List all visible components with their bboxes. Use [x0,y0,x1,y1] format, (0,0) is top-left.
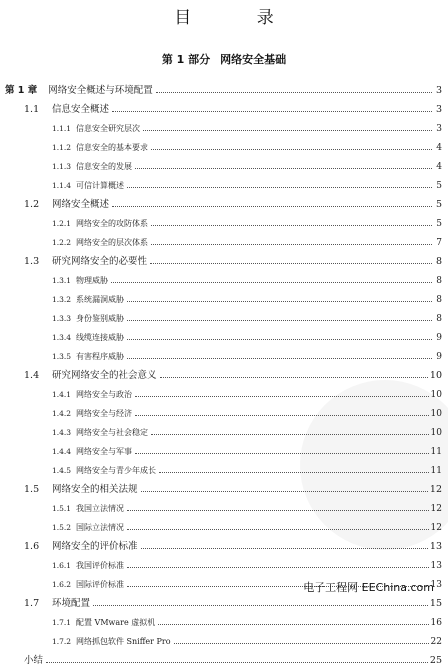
toc-entry-text: 身份鉴别威胁 [76,314,124,323]
toc-entry-number: 1.3.4 [52,333,72,342]
dot-leader [46,662,428,663]
toc-page-number: 8 [436,295,442,305]
toc-entry-label [52,332,124,343]
toc-entry-number: 1.7.2 [52,637,72,646]
toc-entry-text: 网络安全与军事 [76,447,132,456]
toc-subsection[interactable] [0,381,448,400]
toc-entry-number: 1.4.4 [52,447,72,456]
toc-entry-text: 线缆连接威胁 [76,333,124,342]
toc-subsection[interactable] [0,438,448,457]
toc-entry-label [52,294,124,305]
toc-page-number: 9 [436,333,442,343]
toc-entry-number: 1.7 [24,598,40,609]
toc-entry-text: 国际立法情况 [76,523,124,532]
toc-entry-number: 1.2.2 [52,238,72,247]
dot-leader [127,301,432,302]
toc-entry-label [24,196,109,210]
part-title [0,51,448,67]
toc-page-number: 9 [436,352,442,362]
toc-entry-number: 1.4.2 [52,409,72,418]
toc-entry-label [52,351,124,362]
toc-entry-text: 网络安全概述 [52,199,110,210]
toc-entry-text: 网络安全的评价标准 [52,541,138,552]
toc-entry-label [5,82,153,96]
toc-subsection[interactable] [0,495,448,514]
dot-leader [127,358,432,359]
toc-page-number: 8 [436,276,442,286]
toc-page-number: 3 [435,85,442,96]
toc-subsection[interactable] [0,134,448,153]
toc-entry-number: 1.4 [24,370,40,381]
toc-subsection[interactable] [0,324,448,343]
toc-subsection[interactable] [0,267,448,286]
dot-leader [127,187,432,188]
toc-entry-label [52,161,132,172]
toc-entry-number: 1.4.5 [52,466,72,475]
toc-entry-number: 1.4.1 [52,390,72,399]
toc-section[interactable] [0,96,448,115]
toc-page-number: 12 [430,523,442,533]
toc-subsection[interactable] [0,343,448,362]
toc-page-number: 16 [430,618,442,628]
toc-entry-text: 信息安全研究层次 [76,124,140,133]
dot-leader [158,624,428,625]
toc-entry-text: 网络抓包软件 Sniffer Pro [76,637,171,646]
toc-entry-label [52,218,148,229]
toc-section[interactable] [0,248,448,267]
toc-chapter[interactable] [0,77,448,96]
toc-page-number: 10 [429,370,442,381]
dot-leader [151,225,432,226]
toc-entry-label [52,465,156,476]
toc-entry-text: 我国评价标准 [76,561,124,570]
toc-entry-label [24,367,157,381]
toc-entry-number: 1.7.1 [52,618,72,627]
dot-leader [112,111,432,112]
toc-page-number: 10 [430,428,442,438]
toc-entry-label [52,142,148,153]
dot-leader [127,320,432,321]
toc-entry-number: 1.1.2 [52,143,72,152]
toc-entry-label [52,503,124,514]
toc-entry-number: 1.6.1 [52,561,72,570]
toc-page-number: 11 [430,466,442,476]
toc-subsection[interactable] [0,210,448,229]
toc-page-number: 10 [430,390,442,400]
toc-entry-number: 1.5.1 [52,504,72,513]
toc-page-number: 22 [430,637,442,647]
toc-entry-label [52,446,132,457]
toc-page-number: 5 [436,181,442,191]
toc-entry-text: 信息安全的发展 [76,162,132,171]
toc-page-number: 12 [430,504,442,514]
toc-section[interactable] [0,533,448,552]
toc-page-number: 15 [429,598,442,609]
dot-leader [135,415,429,416]
toc-page-number: 11 [430,447,442,457]
toc-entry-number: 1.3.1 [52,276,72,285]
toc-entry-number: 1.3.5 [52,352,72,361]
toc-page-number: 13 [429,541,442,552]
toc-entry-label [52,522,124,533]
toc-page-number: 3 [436,124,442,134]
toc-entry-label [52,180,124,191]
toc-entry-number: 1.5.2 [52,523,72,532]
toc-entry-text: 网络安全与青少年成长 [76,466,156,475]
part-name: 网络安全基础 [220,53,287,66]
dot-leader [135,396,429,397]
toc-entry-number: 1.1.4 [52,181,72,190]
toc-page-number: 25 [429,655,442,666]
toc-page-number: 5 [435,199,442,210]
toc-entry-label [24,538,138,552]
toc-entry-number: 1.6.2 [52,580,72,589]
toc-subsection[interactable] [0,153,448,172]
toc-entry-label [52,389,132,400]
toc-entry-text: 网络安全与经济 [76,409,132,418]
toc-entry-text: 网络安全的相关法规 [52,484,138,495]
toc-subsection[interactable] [0,609,448,628]
toc-entry-text: 小结 [24,655,44,666]
dot-leader [141,491,428,492]
dot-leader [111,282,432,283]
toc-section[interactable] [0,476,448,495]
toc-entry-text: 研究网络安全的社会意义 [52,370,157,381]
dot-leader [127,510,429,511]
toc-page-number: 12 [429,484,442,495]
toc-entry-number: 1.6 [24,541,40,552]
toc-entry-number: 1.1.1 [52,124,72,133]
toc-section[interactable] [0,362,448,381]
toc-entry-text: 物理威胁 [76,276,108,285]
toc-entry-text: 我国立法情况 [76,504,124,513]
toc-subsection[interactable] [0,552,448,571]
toc-entry-label [52,123,140,134]
toc-page-number: 4 [436,143,442,153]
toc-subsection[interactable] [0,457,448,476]
toc-entry-text: 信息安全的基本要求 [76,143,148,152]
toc-entry-text: 可信计算概述 [76,181,124,190]
toc-entry-label [52,617,155,628]
part-label: 第 1 部分 [161,53,211,66]
toc-section[interactable] [0,191,448,210]
toc-page-number: 7 [436,238,442,248]
toc-page-number: 4 [436,162,442,172]
toc-entry-number: 1.3.2 [52,295,72,304]
toc-entry-text: 网络安全与政治 [76,390,132,399]
dot-leader [174,643,429,644]
toc-entry-number: 1.2.1 [52,219,72,228]
dot-leader [159,472,429,473]
toc-entry-label [52,313,124,324]
toc-entry-label [52,237,148,248]
toc-entry-label [52,427,148,438]
toc-entry-text: 环境配置 [52,598,91,609]
toc-entry-number: 1.4.3 [52,428,72,437]
toc-subsection[interactable] [0,286,448,305]
toc-entry-number: 1.2 [24,199,40,210]
dot-leader [151,244,432,245]
toc-entry-number: 1.1 [24,104,40,115]
toc-entry-text: 信息安全概述 [52,104,110,115]
toc-summary[interactable] [0,647,448,666]
toc-page-number: 10 [430,409,442,419]
toc-entry-text: 研究网络安全的必要性 [52,256,148,267]
toc-page-number: 13 [430,580,442,590]
dot-leader [93,605,428,606]
dot-leader [127,339,432,340]
toc-entry-label [24,481,138,495]
dot-leader [112,206,432,207]
toc-subsection[interactable] [0,514,448,533]
toc-entry-text: 网络安全的层次体系 [76,238,148,247]
toc-subsection[interactable] [0,229,448,248]
dot-leader [151,434,429,435]
toc-entry-text: 国际评价标准 [76,580,124,589]
toc-entry-number: 1.3.3 [52,314,72,323]
toc-entry-label [52,636,171,647]
dot-leader [151,149,432,150]
toc-entry-label [52,275,108,286]
toc-subsection[interactable] [0,419,448,438]
watermark-text: 电子工程网 EEChina.com [303,581,434,594]
dot-leader [135,168,432,169]
toc-page-number: 8 [436,314,442,324]
toc-subsection[interactable] [0,115,448,134]
toc-entry-number: 1.3 [24,256,40,267]
toc-entry-label [24,253,147,267]
toc-entry-label [24,595,90,609]
toc-subsection[interactable] [0,628,448,647]
dot-leader [143,130,432,131]
toc-subsection[interactable] [0,172,448,191]
dot-leader [141,548,428,549]
page-title: 目 录 [174,8,304,28]
toc-page-number: 3 [435,104,442,115]
toc-page-number: 5 [436,219,442,229]
toc-entry-text: 网络安全与社会稳定 [76,428,148,437]
dot-leader [160,377,428,378]
toc-entry-text: 有害程序威胁 [76,352,124,361]
toc-entry-label [52,560,124,571]
toc-entry-label [24,101,109,115]
table-of-contents [0,77,448,666]
dot-leader [135,453,429,454]
toc-page-number: 13 [430,561,442,571]
dot-leader [156,92,432,93]
toc-entry-label [52,579,124,590]
toc-entry-text: 网络安全概述与环境配置 [48,85,153,96]
toc-entry-number: 1.5 [24,484,40,495]
dot-leader [127,567,429,568]
dot-leader [150,263,432,264]
toc-entry-number: 第 1 章 [5,85,38,96]
toc-entry-number: 1.1.3 [52,162,72,171]
toc-entry-label [52,408,132,419]
toc-entry-text: 网络安全的攻防体系 [76,219,148,228]
toc-entry-label [24,652,43,666]
toc-entry-text: 系统漏洞威胁 [76,295,124,304]
dot-leader [127,529,429,530]
toc-entry-text: 配置 VMware 虚拟机 [76,618,156,627]
toc-subsection[interactable] [0,305,448,324]
toc-page-number: 8 [435,256,442,267]
toc-subsection[interactable] [0,400,448,419]
